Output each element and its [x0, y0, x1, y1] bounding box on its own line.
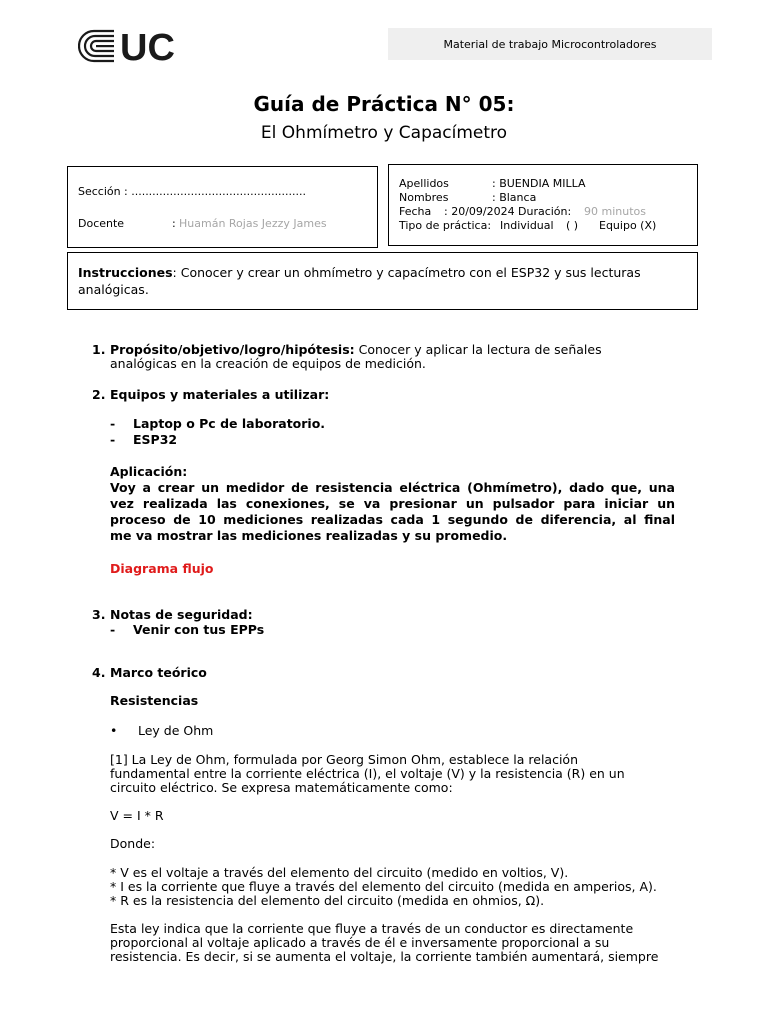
s3-title: Notas de seguridad:: [110, 607, 253, 622]
s4-number: 4.: [92, 665, 106, 680]
s1-text-b: analógicas en la creación de equipos de medición.: [110, 356, 426, 371]
app-title: Aplicación:: [110, 464, 188, 479]
page-title: Guía de Práctica N° 05:: [253, 92, 515, 116]
para2-line-1: Esta ley indica que la corriente que fluye a través de un conductor es directamente: [110, 921, 634, 936]
s4-title: Marco teórico: [110, 665, 207, 680]
s1-number: 1.: [92, 342, 106, 357]
s2-item-1: Laptop o Pc de laboratorio.: [133, 416, 326, 431]
apellidos-label: Apellidos: [399, 177, 449, 190]
formula: V = I * R: [110, 808, 164, 823]
s3-item: Venir con tus EPPs: [133, 622, 265, 637]
s2-dash-2: -: [110, 432, 116, 447]
app-line-2: vez realizada las conexiones, se va presionar un pulsador para iniciar un: [110, 496, 675, 511]
docente-colon: :: [172, 217, 176, 230]
s1-text-a: Conocer y aplicar la lectura de señales: [354, 342, 602, 357]
para1-line-2: fundamental entre la corriente eléctrica (I), el voltaje (V) y la resistencia (R) en un: [110, 766, 625, 781]
apellidos-value: : BUENDIA MILLA: [492, 177, 586, 190]
para1-line-1: [1] La Ley de Ohm, formulada por Georg Simon Ohm, establece la relación: [110, 752, 578, 767]
seccion-label: Sección: [78, 185, 121, 198]
tipo-individual: Individual: [500, 219, 554, 232]
para2-line-3: resistencia. Es decir, si se aumenta el voltaje, la corriente también aumentará, siempre: [110, 949, 659, 964]
donde-label: Donde:: [110, 836, 156, 851]
s3-number: 3.: [92, 607, 106, 622]
s2-dash-1: -: [110, 416, 116, 431]
s2-number: 2.: [92, 387, 106, 402]
tipo-equipo: Equipo (X): [599, 219, 657, 232]
student-info-box: [388, 164, 698, 246]
material-label-text: Material de trabajo Microcontroladores: [443, 37, 657, 51]
diagram-label: Diagrama flujo: [110, 561, 214, 576]
nombres-value: : Blanca: [492, 191, 537, 204]
tipo-label: Tipo de práctica:: [399, 219, 492, 232]
para1-line-3: circuito eléctrico. Se expresa matemáticamente como:: [110, 780, 453, 795]
duracion-label: Duración:: [518, 205, 572, 218]
page-subtitle: El Ohmímetro y Capacímetro: [260, 123, 508, 143]
s2-item-2: ESP32: [133, 432, 178, 447]
uc-logo-mark: [78, 28, 202, 64]
app-line-4: me va mostrar las mediciones realizadas y su promedio.: [110, 528, 508, 543]
fecha-label: Fecha: [399, 205, 432, 218]
seccion-value: : ..................................................: [124, 185, 307, 198]
s1-title: Propósito/objetivo/logro/hipótesis:: [110, 342, 355, 357]
app-line-3: proceso de 10 mediciones realizadas cada 1 segundo de diferencia, al final: [110, 512, 675, 527]
instructions-label: Instrucciones: [78, 265, 173, 280]
def-line-2: * I es la corriente que fluye a través del elemento del circuito (medida en amperios, A).: [110, 879, 657, 894]
instructions-text: : Conocer y crear un ohmímetro y capacímetro con el ESP32 y sus lecturas analógicas.: [78, 265, 641, 297]
def-line-3: * R es la resistencia del elemento del circuito (medida en ohmios, Ω).: [110, 893, 545, 908]
tipo-individual-box: ( ): [566, 219, 579, 232]
docente-value: Huamán Rojas Jezzy James: [179, 217, 327, 230]
resist-title: Resistencias: [110, 693, 199, 708]
para2-line-2: proporcional al voltaje aplicado a través de él e inversamente proporcional a su: [110, 935, 610, 950]
s3-dash: -: [110, 622, 116, 637]
s2-title: Equipos y materiales a utilizar:: [110, 387, 330, 402]
duracion-value: 90 minutos: [584, 205, 646, 218]
material-label: [388, 28, 712, 60]
docente-label: Docente: [78, 217, 125, 230]
logo-text: UC: [120, 28, 175, 64]
def-line-1: * V es el voltaje a través del elemento del circuito (medido en voltios, V).: [110, 865, 569, 880]
fecha-value: : 20/09/2024: [444, 205, 515, 218]
nombres-label: Nombres: [399, 191, 449, 204]
instructions-box: [67, 252, 698, 310]
ohm-item: Ley de Ohm: [138, 723, 214, 738]
bullet-icon: •: [110, 723, 118, 738]
app-line-1: Voy a crear un medidor de resistencia eléctrica (Ohmímetro), dado que, una: [110, 480, 675, 495]
section-teacher-box: [67, 166, 378, 248]
uc-logo: [78, 28, 202, 64]
